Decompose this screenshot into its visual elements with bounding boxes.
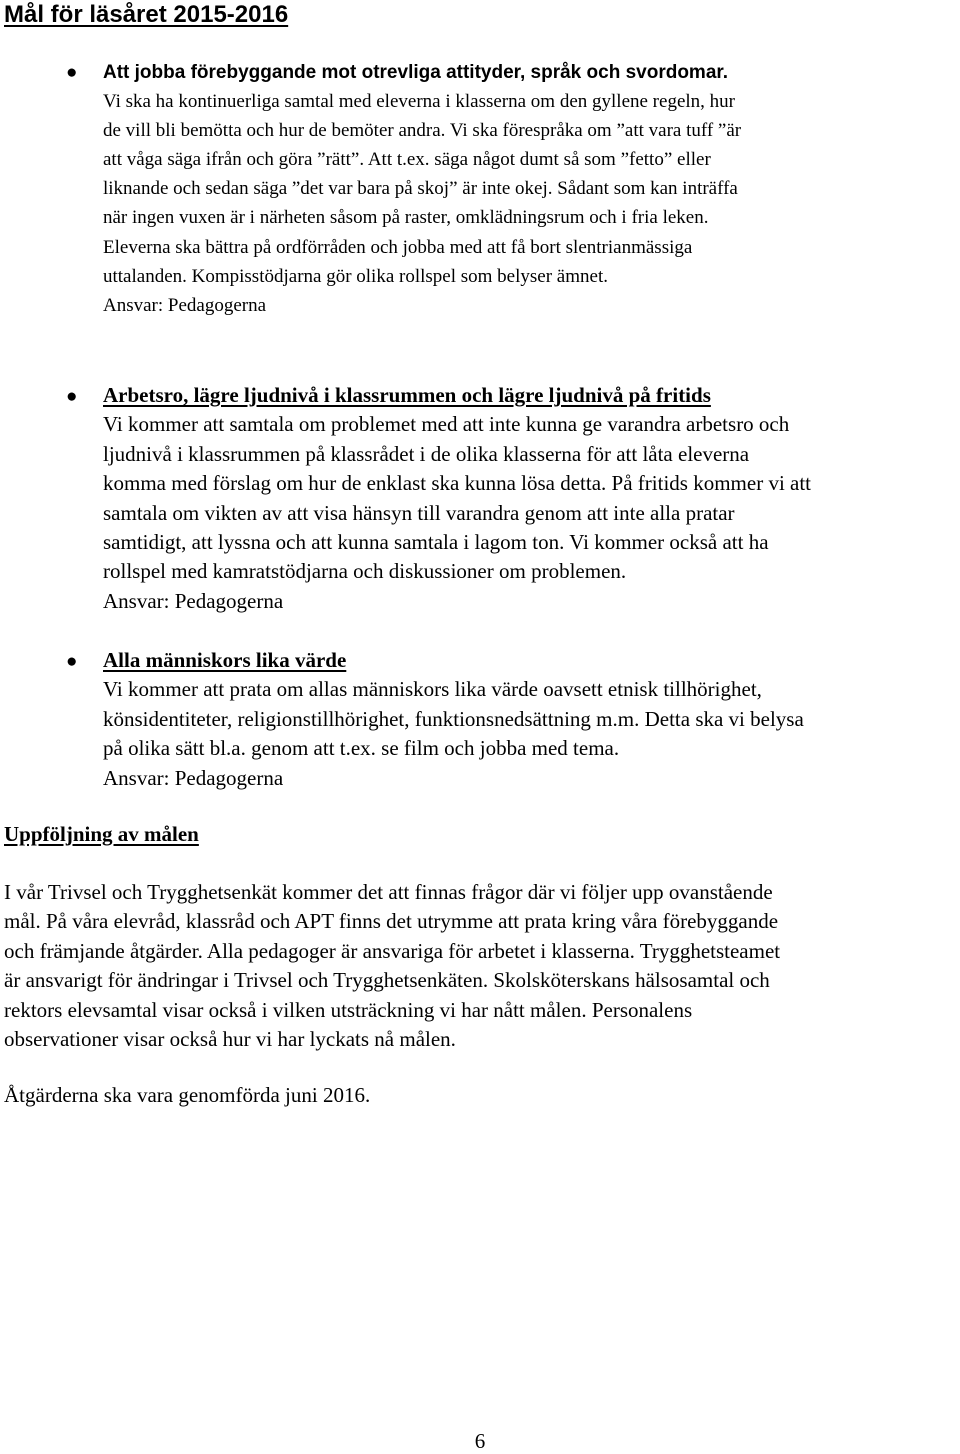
goal-body — [103, 87, 953, 291]
followup-text-line: rektors elevsamtal visar också i vilken utsträckning vi har nått målen. Personalens — [4, 997, 693, 1022]
goal-text-line: rollspel med kamratstödjarna och diskussioner om problemen. — [103, 559, 627, 584]
goal-responsible: Ansvar: Pedagogerna — [103, 765, 284, 790]
goal-heading: Arbetsro, lägre ljudnivå i klassrummen och lägre ljudnivå på fritids — [103, 383, 711, 407]
goal-text-line: uttalanden. Kompisstödjarna gör olika rollspel som belyser ämnet. — [103, 265, 608, 287]
bullet-icon: ● — [66, 386, 78, 407]
followup-paragraph — [4, 878, 954, 1054]
goal-item — [66, 646, 953, 793]
goal-text-line: Vi ska ha kontinuerliga samtal med eleverna i klasserna om den gyllene regeln, hur — [103, 91, 735, 113]
goal-item — [66, 381, 953, 616]
goal-item — [66, 58, 953, 320]
goal-text-line: komma med förslag om hur de enklast ska kunna lösa detta. På fritids kommer vi att — [103, 471, 812, 496]
goal-text-line: Eleverna ska bättra på ordförråden och jobba med att få bort slentrianmässiga — [103, 236, 693, 258]
followup-text-line: är ansvarigt för ändringar i Trivsel och Trygghetsenkäten. Skolsköterskans hälsosamtal och — [4, 968, 770, 993]
followup-text-line: I vår Trivsel och Trygghetsenkät kommer det att finnas frågor där vi följer upp ovanstående — [4, 880, 773, 904]
goal-heading: Att jobba förebyggande mot otrevliga attityder, språk och svordomar. — [103, 62, 729, 83]
followup-text-line: och främjande åtgärder. Alla pedagoger är ansvariga för arbetet i klasserna. Trygghetsteamet — [4, 938, 781, 963]
goal-heading: Alla människors lika värde — [103, 648, 347, 672]
goal-text-line: samtala om vikten av att visa hänsyn till varandra genom att inte alla pratar — [103, 500, 735, 525]
goal-text-line: när ingen vuxen är i närheten såsom på raster, omklädningsrum och i fria leken. — [103, 207, 709, 229]
goal-text-line: ljudnivå i klassrummen på klassrådet i de olika klasserna för att låta eleverna — [103, 441, 750, 466]
followup-text-line: observationer visar också hur vi har lyckats nå målen. — [4, 1027, 456, 1052]
followup-heading: Uppföljning av målen — [4, 822, 199, 846]
bullet-icon: ● — [66, 62, 78, 83]
goal-text-line: Vi kommer att prata om allas människors lika värde oavsett etnisk tillhörighet, — [103, 677, 762, 702]
page-title: Mål för läsåret 2015-2016 — [4, 1, 289, 28]
goal-responsible: Ansvar: Pedagogerna — [103, 294, 267, 316]
goal-text-line: på olika sätt bl.a. genom att t.ex. se film och jobba med tema. — [103, 736, 620, 761]
goal-text-line: liknande och sedan säga ”det var bara på skoj” är inte okej. Sådant som kan inträffa — [103, 178, 738, 200]
goal-body — [103, 675, 953, 763]
goal-body — [103, 410, 953, 586]
goal-text-line: Vi kommer att samtala om problemet med att inte kunna ge varandra arbetsro och — [103, 412, 790, 437]
goal-text-line: samtidigt, att lyssna och att kunna samtala i lagom ton. Vi kommer också att ha — [103, 530, 769, 555]
followup-text-line: mål. På våra elevråd, klassråd och APT finns det utrymme att prata kring våra förebyggande — [4, 909, 779, 934]
goal-text-line: könsidentiteter, religionstillhörighet, funktionsnedsättning m.m. Detta ska vi belysa — [103, 706, 804, 731]
goal-text-line: att våga säga ifrån och göra ”rätt”. Att t.ex. säga något dumt så som ”fetto” eller — [103, 149, 711, 171]
bullet-icon: ● — [66, 651, 78, 672]
deadline-text: Åtgärderna ska vara genomförda juni 2016. — [4, 1083, 371, 1107]
goal-responsible: Ansvar: Pedagogerna — [103, 588, 284, 613]
page-number: 6 — [474, 1429, 486, 1453]
goal-text-line: de vill bli bemötta och hur de bemöter andra. Vi ska förespråka om ”att vara tuff ”är — [103, 120, 742, 142]
